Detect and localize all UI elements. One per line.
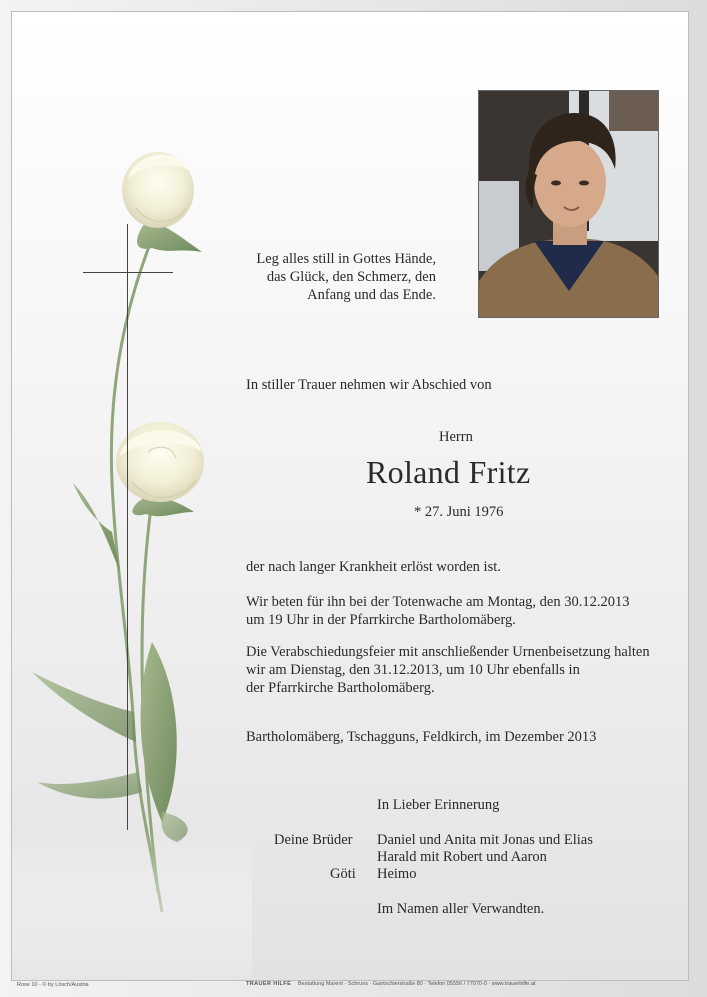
closing-text: Im Namen aller Verwandten. <box>377 901 545 917</box>
passing-text: der nach langer Krankheit erlöst worden ist. <box>246 559 501 575</box>
service-line: der Pfarrkirche Bartholomäberg. <box>246 680 435 696</box>
service-info <box>246 643 650 697</box>
rose-bud-top <box>122 152 194 228</box>
mourner-role: Deine Brüder <box>274 832 353 848</box>
mourner-names: Daniel und Anita mit Jonas und Elias <box>377 832 593 848</box>
service-line: Die Verabschiedungsfeier mit anschließender Urnenbeisetzung halten <box>246 644 650 660</box>
footer-copyright: Rose 10 - © by Lösch/Austria <box>17 982 89 988</box>
footer-contact: Bestattung Marent · Schruns · Gantschierstraße 80 · Telefon 05556 / 77070-0 · www.trauerhilfe.at <box>298 981 536 987</box>
salutation: Herrn <box>439 429 473 445</box>
poem-line: Anfang und das Ende. <box>307 287 436 303</box>
wake-line: um 19 Uhr in der Pfarrkirche Bartholomäberg. <box>246 612 516 628</box>
poem-line: das Glück, den Schmerz, den <box>266 269 436 285</box>
cross-icon <box>83 224 173 830</box>
poem <box>176 250 436 304</box>
place-date: Bartholomäberg, Tschagguns, Feldkirch, im Dezember 2013 <box>246 729 597 745</box>
deceased-name: Roland Fritz <box>366 454 531 490</box>
wake-line: Wir beten für ihn bei der Totenwache am Montag, den 30.12.2013 <box>246 594 630 610</box>
poem-line: Leg alles still in Gottes Hände, <box>256 251 436 267</box>
memory-heading: In Lieber Erinnerung <box>377 797 500 813</box>
wake-info <box>246 593 630 629</box>
obituary-card <box>11 11 689 981</box>
mourner-role: Göti <box>330 866 356 882</box>
intro-text: In stiller Trauer nehmen wir Abschied von <box>246 377 492 393</box>
mourner-names: Heimo <box>377 866 417 882</box>
footer-brand: TRAUER HILFE <box>246 981 292 987</box>
birth-date: * 27. Juni 1976 <box>414 504 504 520</box>
portrait-photo <box>478 90 659 318</box>
service-line: wir am Dienstag, den 31.12.2013, um 10 Uhr ebenfalls in <box>246 662 580 678</box>
mourner-names: Harald mit Robert und Aaron <box>377 849 547 865</box>
